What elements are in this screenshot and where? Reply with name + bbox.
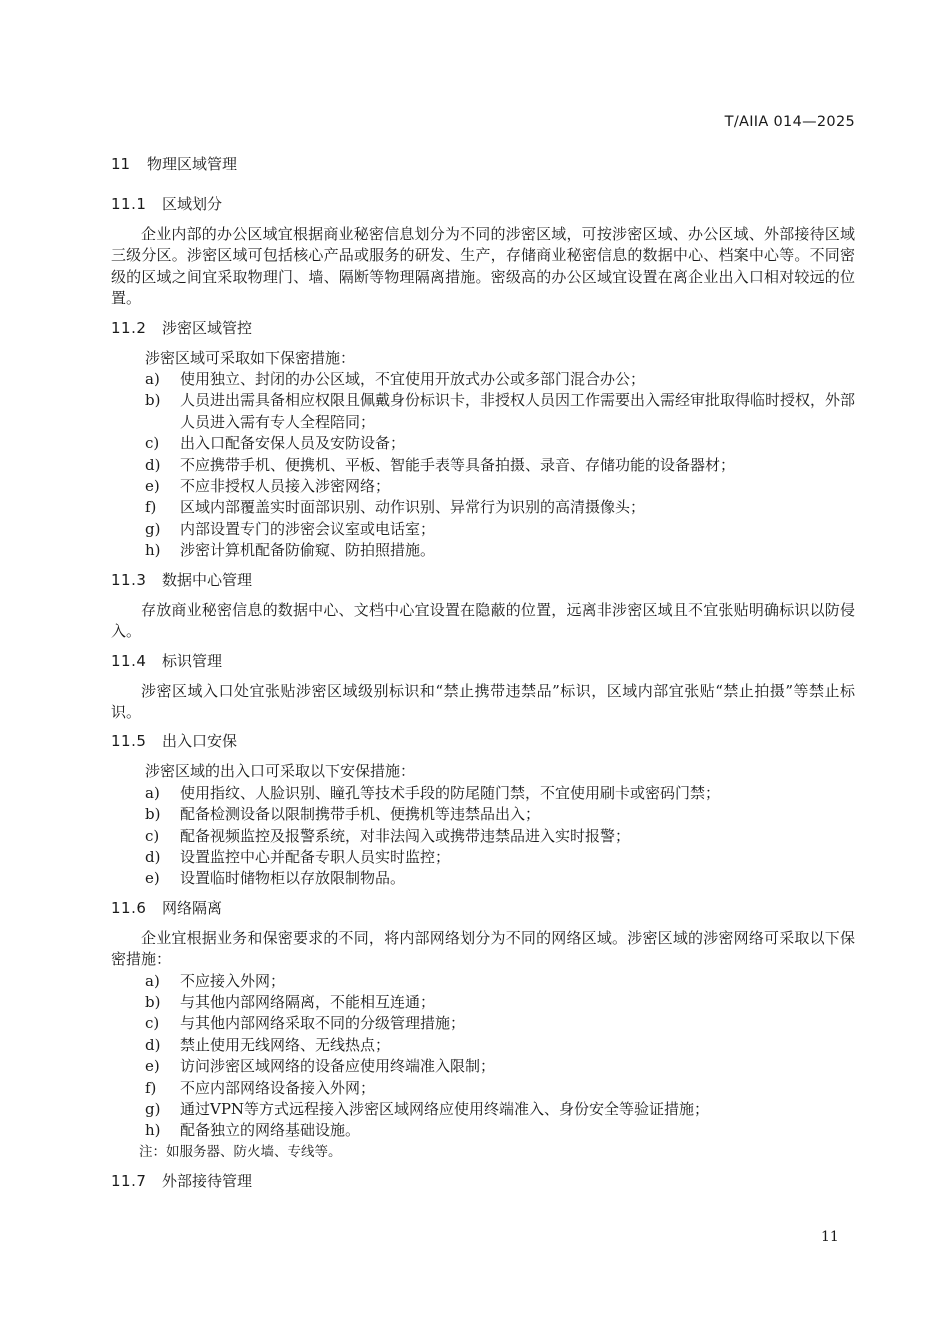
measures-list [111, 369, 855, 562]
security-measures-list [111, 783, 855, 890]
list-item [111, 390, 855, 433]
list-item-text: 区域内部覆盖实时面部识别、动作识别、异常行为识别的高清摄像头； [180, 498, 646, 517]
list-item [111, 971, 855, 992]
list-item-text: 配备检测设备以限制携带手机、便携机等违禁品出入； [180, 805, 541, 824]
network-measures-list [111, 971, 855, 1142]
chapter-title: 物理区域管理 [147, 155, 238, 173]
section-number: 11.3 [111, 570, 147, 589]
list-item-text: 内部设置专门的涉密会议室或电话室； [180, 519, 436, 538]
section-paragraph: 企业宜根据业务和保密要求的不同，将内部网络划分为不同的网络区域。涉密区域的涉密网络可采取以下保密措施： [111, 928, 855, 969]
list-marker: b) [145, 992, 161, 1011]
list-item [111, 1013, 855, 1034]
list-item-text: 使用独立、封闭的办公区域，不宜使用开放式办公或多部门混合办公； [180, 370, 646, 389]
section-heading [111, 569, 855, 591]
list-item-text: 配备独立的网络基础设施。 [180, 1121, 361, 1140]
section-number: 11.6 [111, 898, 147, 917]
list-marker: d) [145, 1035, 161, 1054]
list-intro: 涉密区域的出入口可采取以下安保措施： [145, 762, 416, 781]
list-marker: h) [145, 1121, 161, 1140]
list-marker: a) [145, 971, 160, 990]
list-marker: b) [145, 805, 161, 824]
list-item [111, 1078, 855, 1099]
chapter-number: 11 [111, 155, 131, 173]
section-heading [111, 897, 855, 919]
list-item [111, 497, 855, 518]
list-item [111, 1035, 855, 1056]
list-marker: e) [145, 869, 160, 888]
list-item-text: 不应接入外网； [180, 971, 286, 990]
list-item [111, 1099, 855, 1120]
list-marker: c) [145, 826, 160, 845]
list-marker: d) [145, 847, 161, 866]
section-number: 11.4 [111, 651, 147, 670]
list-marker: e) [145, 477, 160, 496]
list-marker: f) [145, 1078, 157, 1097]
section-number: 11.2 [111, 318, 147, 337]
list-item-text: 访问涉密区域网络的设备应使用终端准入限制； [180, 1057, 496, 1076]
list-item [111, 992, 855, 1013]
section-title: 外部接待管理 [162, 1171, 253, 1190]
chapter-heading [111, 153, 855, 175]
list-marker: c) [145, 434, 160, 453]
list-marker: c) [145, 1014, 160, 1033]
list-marker: b) [145, 391, 161, 410]
list-item [111, 433, 855, 454]
list-item-text: 通过VPN等方式远程接入涉密区域网络应使用终端准入、身份安全等验证措施； [180, 1100, 710, 1118]
list-item [111, 519, 855, 540]
list-marker: g) [145, 1100, 161, 1118]
section-title: 标识管理 [162, 651, 223, 670]
list-item [111, 847, 855, 868]
list-item [111, 540, 855, 561]
list-item [111, 369, 855, 390]
list-marker: g) [145, 519, 161, 538]
section-title: 网络隔离 [162, 898, 223, 917]
section-title: 区域划分 [162, 195, 223, 213]
list-marker: e) [145, 1057, 160, 1076]
list-intro: 涉密区域可采取如下保密措施： [145, 348, 356, 367]
section-title: 数据中心管理 [162, 570, 253, 589]
list-marker: d) [145, 455, 161, 474]
list-item-text: 配备视频监控及报警系统，对非法闯入或携带违禁品进入实时报警； [180, 826, 631, 845]
list-item-text: 人员进出需具备相应权限且佩戴身份标识卡，非授权人员因工作需要出入需经审批取得临时授权，外部人员进入需有专人全程陪同； [180, 391, 856, 431]
list-item-text: 出入口配备安保人员及安防设备； [180, 434, 406, 453]
section-number: 11.1 [111, 195, 147, 213]
list-item [111, 783, 855, 804]
list-marker: f) [145, 498, 157, 517]
section-paragraph: 涉密区域入口处宜张贴涉密区域级别标识和“禁止携带违禁品”标识，区域内部宜张贴“禁止拍摄”等禁止标识。 [111, 681, 855, 721]
section-heading [111, 1170, 855, 1192]
list-item-text: 设置监控中心并配备专职人员实时监控； [180, 847, 451, 866]
list-marker: a) [145, 783, 160, 802]
section-paragraph: 存放商业秘密信息的数据中心、文档中心宜设置在隐蔽的位置，远离非涉密区域且不宜张贴明确标识以防侵入。 [111, 600, 855, 641]
list-item [111, 1056, 855, 1077]
section-heading [111, 730, 855, 752]
list-item-text: 与其他内部网络采取不同的分级管理措施； [180, 1014, 466, 1033]
note: 注：如服务器、防火墙、专线等。 [139, 1143, 342, 1160]
list-item-text: 不应携带手机、便携机、平板、智能手表等具备拍摄、录音、存储功能的设备器材； [180, 455, 736, 474]
section-title: 涉密区域管控 [162, 318, 253, 337]
page-number: 11 [821, 1229, 839, 1245]
document-body [111, 150, 855, 1201]
section-heading [111, 650, 855, 672]
list-item [111, 1120, 855, 1141]
list-item [111, 804, 855, 825]
list-item-text: 设置临时储物柜以存放限制物品。 [180, 869, 406, 888]
list-item-text: 不应内部网络设备接入外网； [180, 1078, 376, 1097]
list-item [111, 868, 855, 889]
list-item [111, 455, 855, 476]
list-marker: h) [145, 541, 161, 560]
section-number: 11.7 [111, 1171, 147, 1190]
section-heading [111, 193, 855, 215]
list-item-text: 与其他内部网络隔离，不能相互连通； [180, 992, 436, 1011]
standard-id: T/AIIA 014—2025 [724, 114, 855, 130]
list-item [111, 476, 855, 497]
list-marker: a) [145, 370, 160, 389]
list-item-text: 禁止使用无线网络、无线热点； [180, 1035, 391, 1054]
section-number: 11.5 [111, 732, 147, 751]
list-item-text: 使用指纹、人脸识别、瞳孔等技术手段的防尾随门禁，不宜使用刷卡或密码门禁； [180, 783, 721, 802]
section-heading [111, 317, 855, 339]
list-item-text: 涉密计算机配备防偷窥、防拍照措施。 [180, 541, 436, 560]
section-title: 出入口安保 [162, 732, 238, 751]
list-item [111, 826, 855, 847]
section-paragraph: 企业内部的办公区域宜根据商业秘密信息划分为不同的涉密区域，可按涉密区域、办公区域、外部接待区域三级分区。涉密区域可包括核心产品或服务的研发、生产，存储商业秘密信息的数据中心、档案中心等。不同密级的区域之间宜采取物理门、墙、隔断等物理隔离措施。密级高的办公区域宜设置在离企业出入口相对较远的位置。 [111, 225, 855, 308]
list-item-text: 不应非授权人员接入涉密网络； [180, 477, 391, 496]
